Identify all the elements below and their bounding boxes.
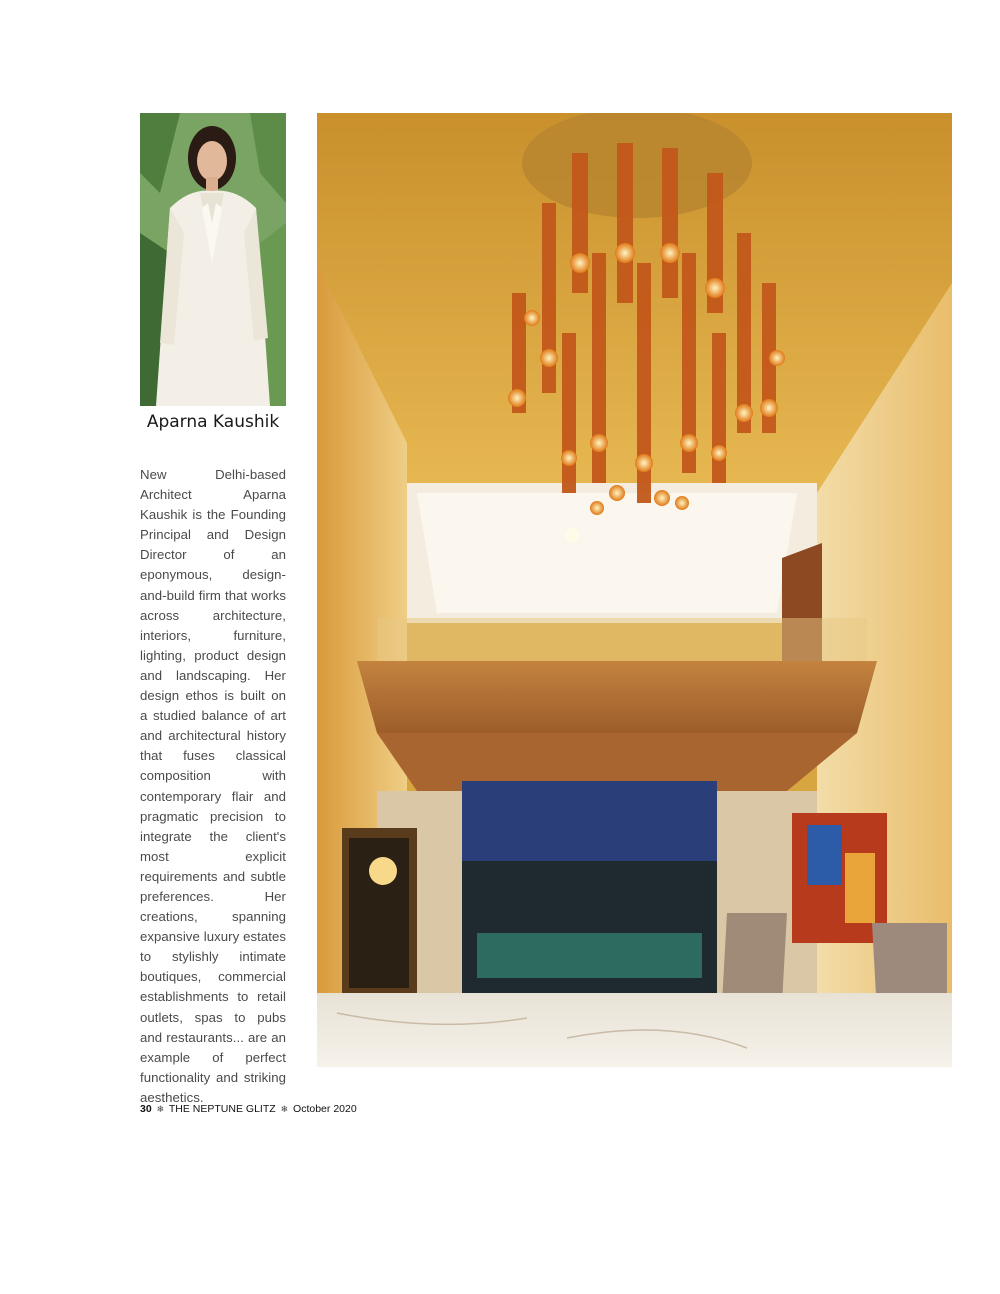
page-number: 30 xyxy=(140,1103,152,1115)
issue-date: October 2020 xyxy=(293,1103,357,1115)
snowflake-icon: ❄ xyxy=(280,1104,289,1114)
architect-name-caption: Aparna Kaushik xyxy=(146,412,280,432)
architect-portrait-photo xyxy=(140,113,286,406)
architect-bio-text: New Delhi-based Architect Aparna Kaushik is the Founding Principal and Design Director of an eponymous, design-and-build firm that works across architecture, interiors, furniture, lighting, product design and landscaping. Her design ethos is built on a studied balance of art and architectural history that fuses classical composition with contemporary flair and pragmatic precision to integrate the client's most explicit requirements and subtle preferences. Her creations, spanning expansive luxury estates to stylishly intimate boutiques, commercial establishments to retail outlets, spas to pubs and restaurants... are an example of perfect functionality and striking aesthetics. xyxy=(140,467,286,1105)
publication-name: THE NEPTUNE GLITZ xyxy=(168,1103,276,1115)
interior-chandelier-photo xyxy=(317,113,952,1067)
page-footer xyxy=(140,1103,357,1115)
snowflake-icon: ❄ xyxy=(156,1104,165,1114)
